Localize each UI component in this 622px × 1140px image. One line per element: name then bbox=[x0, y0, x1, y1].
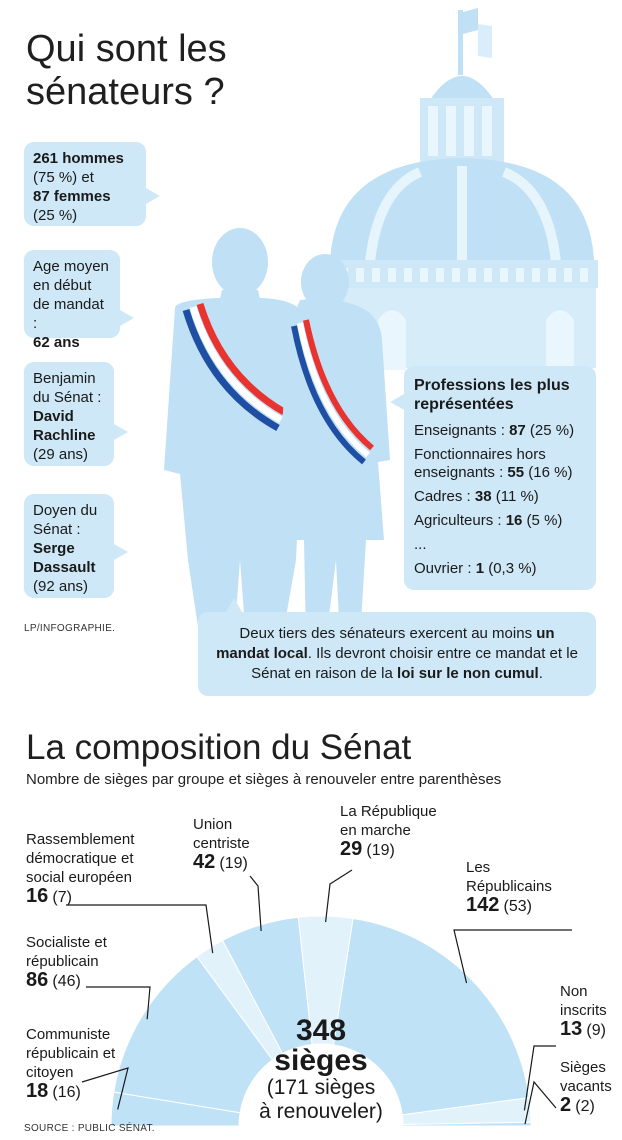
profession-item: Ouvrier : 1 (0,3 %) bbox=[414, 560, 537, 577]
lr-renew: (53) bbox=[503, 898, 532, 915]
vacants-renew: (2) bbox=[575, 1098, 595, 1115]
lrem-seats: 29 bbox=[340, 838, 363, 860]
label-communiste: Communiste républicain et citoyen 18 (16) bbox=[26, 1026, 116, 1102]
profession-item: Enseignants : 87 (25 %) bbox=[414, 422, 575, 439]
uc-seats: 42 bbox=[193, 851, 216, 873]
rdse-seats: 16 bbox=[26, 885, 49, 907]
cumul-text-1: Deux tiers des sénateurs exercent au moins bbox=[239, 625, 533, 642]
leader-line-5 bbox=[454, 930, 572, 983]
uc-renew: (19) bbox=[219, 855, 248, 872]
source-credit: SOURCE : PUBLIC SÉNAT. bbox=[24, 1123, 155, 1134]
credit-top: LP/INFOGRAPHIE. bbox=[24, 623, 116, 634]
youngest-name: David Rachline bbox=[33, 408, 96, 444]
ni-seats: 13 bbox=[560, 1018, 583, 1040]
label-rdse: Rassemblement démocratique et social européen 16 (7) bbox=[26, 831, 135, 907]
oldest-name: Serge Dassault bbox=[33, 540, 96, 576]
label-non-inscrits: Non inscrits 13 (9) bbox=[560, 983, 607, 1040]
cumul-text-2: . Ils devront choisir entre ce mandat et le Sénat en raison de la bbox=[251, 645, 578, 682]
leader-line-3 bbox=[250, 876, 261, 931]
hemicycle-center bbox=[240, 1016, 402, 1124]
women-percent: (25 %) bbox=[33, 207, 78, 224]
ps-seats: 86 bbox=[26, 969, 49, 991]
oldest-age: (92 ans) bbox=[33, 578, 89, 595]
vacants-seats: 2 bbox=[560, 1094, 572, 1116]
lr-seats: 142 bbox=[466, 894, 500, 916]
label-socialiste: Socialiste et républicain 86 (46) bbox=[26, 934, 107, 991]
profession-item: Agriculteurs : 16 (5 %) bbox=[414, 512, 563, 529]
cumul-text-3: . bbox=[538, 665, 543, 682]
total-unit: sièges bbox=[274, 1044, 368, 1077]
renew-total-2: à renouveler) bbox=[259, 1100, 383, 1123]
label-republicains: Les Républicains 142 (53) bbox=[466, 859, 552, 916]
youngest-age: (29 ans) bbox=[33, 446, 89, 463]
age-label: Age moyen en début de mandat : bbox=[33, 258, 109, 332]
ni-renew: (9) bbox=[586, 1022, 606, 1039]
total-seats: 348 bbox=[295, 1014, 347, 1047]
label-union-centriste: Union centriste 42 (19) bbox=[193, 816, 250, 873]
composition-subtitle: Nombre de sièges par groupe et sièges à renouveler entre parenthèses bbox=[26, 771, 502, 788]
crc-renew: (16) bbox=[52, 1084, 81, 1101]
youngest-label: Benjamin du Sénat : bbox=[33, 370, 102, 406]
composition-title: La composition du Sénat bbox=[26, 728, 412, 767]
professions-title: Professions les plus représentées bbox=[414, 377, 570, 413]
leader-line-1 bbox=[86, 987, 150, 1019]
oldest-label: Doyen du Sénat : bbox=[33, 502, 98, 538]
profession-item: ... bbox=[414, 536, 427, 553]
crc-seats: 18 bbox=[26, 1080, 49, 1102]
men-count: 261 hommes bbox=[33, 150, 124, 167]
leader-line-4 bbox=[326, 870, 352, 922]
label-sieges-vacants: Sièges vacants 2 (2) bbox=[560, 1059, 612, 1116]
lrem-renew: (19) bbox=[366, 842, 395, 859]
page-title: Qui sont les sénateurs ? bbox=[26, 28, 227, 113]
rdse-renew: (7) bbox=[52, 889, 72, 906]
profession-item: Cadres : 38 (11 %) bbox=[414, 488, 539, 505]
women-count: 87 femmes bbox=[33, 188, 111, 205]
ps-renew: (46) bbox=[52, 973, 81, 990]
cumul-bold-2: loi sur le non cumul bbox=[397, 665, 539, 682]
men-percent: (75 %) et bbox=[33, 169, 94, 186]
cumul-bold-1: un mandat local bbox=[216, 625, 555, 662]
label-lrem: La République en marche 29 (19) bbox=[340, 803, 437, 860]
age-value: 62 ans bbox=[33, 334, 80, 351]
profession-item: Fonctionnaires hors enseignants : 55 (16 %) bbox=[414, 446, 573, 481]
renew-total: (171 sièges bbox=[266, 1076, 376, 1099]
